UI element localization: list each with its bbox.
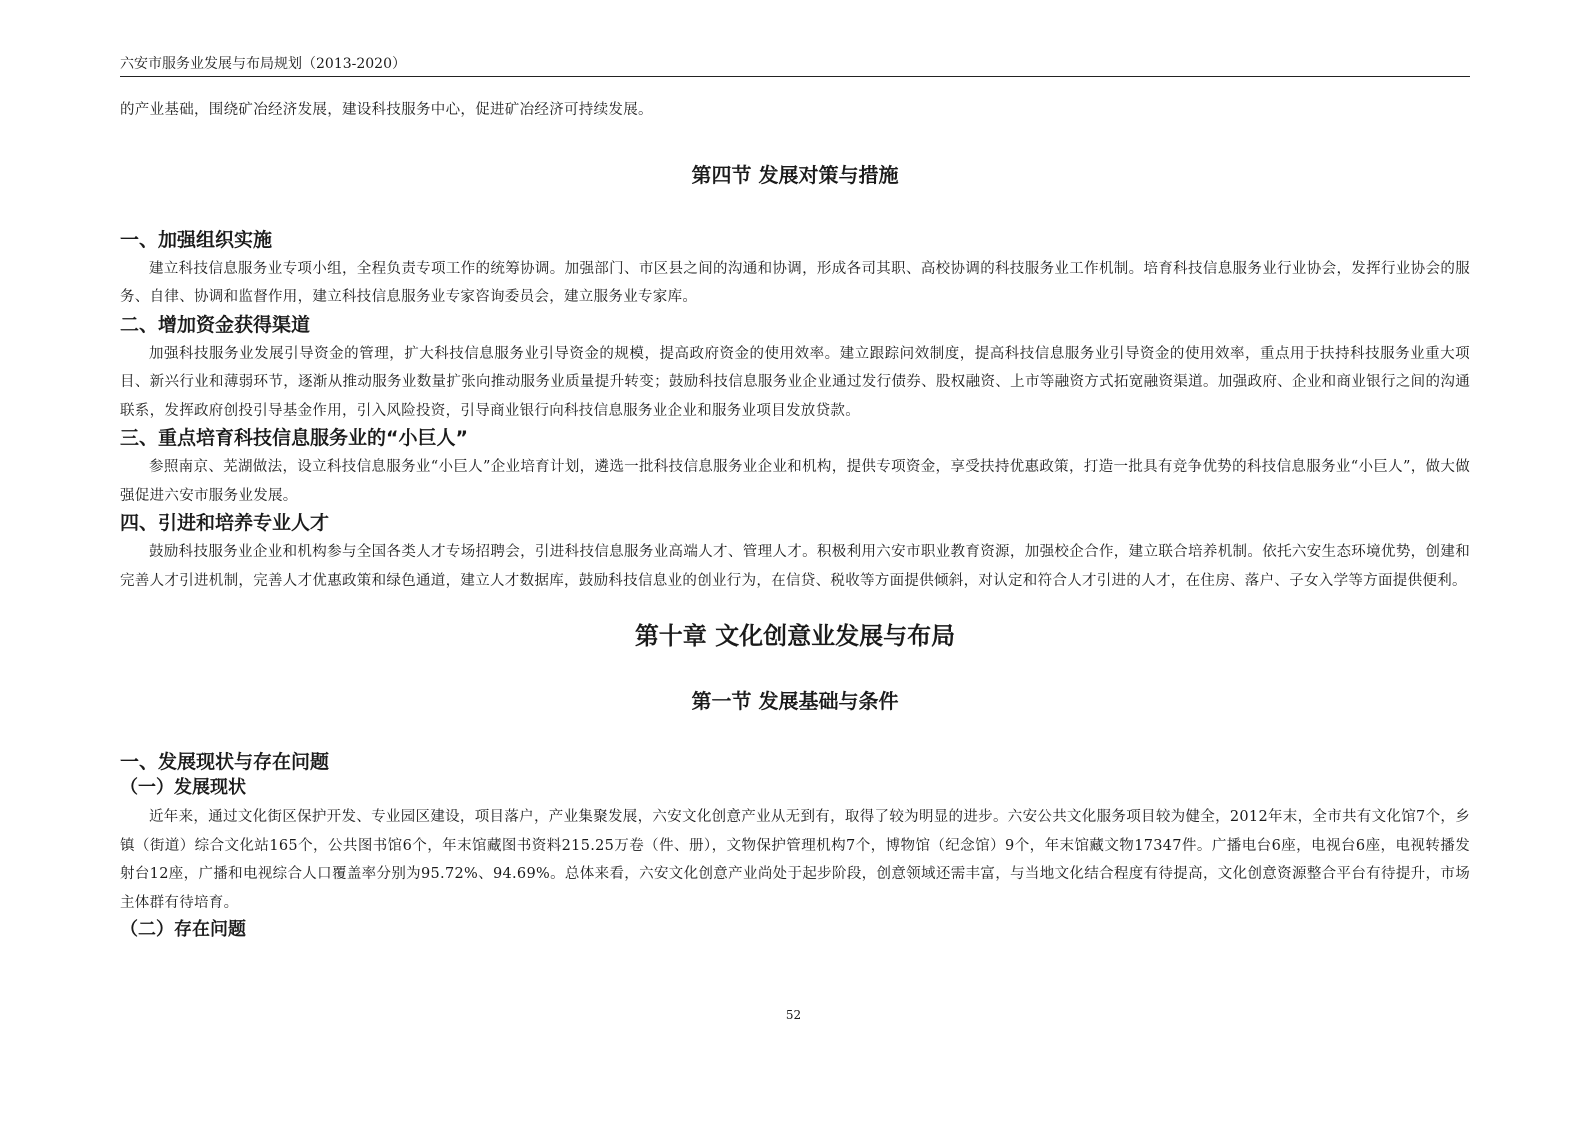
section4-heading-2: 二、增加资金获得渠道 [120,313,311,336]
chapter10-sub1-heading: 一、发展现状与存在问题 [120,751,330,773]
section4-heading-4: 四、引进和培养专业人才 [120,512,330,534]
intro-paragraph: 的产业基础，围绕矿冶经济发展，建设科技服务中心，促进矿冶经济可持续发展。 [120,102,653,118]
section4-paragraph-1: 建立科技信息服务业专项小组，全程负责专项工作的统筹协调。加强部门、市区县之间的沟通和协调，形成各司其职、高校协调的科技服务业工作机制。培育科技信息服务业行业协会，发挥行业协会的服务、自律、协调和监督作用，建立科技信息服务业专家咨询委员会，建立服务业专家库。 [120,260,1470,305]
chapter10-section1-title: 第一节 发展基础与条件 [691,689,899,713]
page-header [120,54,1470,77]
header-title: 六安市服务业发展与布局规划（2013-2020） [120,56,406,72]
chapter10-title: 第十章 文化创意业发展与布局 [634,622,956,650]
section4-title: 第四节 发展对策与措施 [691,162,899,187]
section4-heading-1: 一、加强组织实施 [120,228,273,251]
page-body [120,90,1470,943]
section4-heading-3: 三、重点培育科技信息服务业的“小巨人” [120,427,468,449]
section4-paragraph-2: 加强科技服务业发展引导资金的管理，扩大科技信息服务业引导资金的规模，提高政府资金的使用效率。建立跟踪问效制度，提高科技信息服务业引导资金的使用效率，重点用于扶持科技服务业重大项目、新兴行业和薄弱环节，逐渐从推动服务业数量扩张向推动服务业质量提升转变；鼓励科技信息服务业企业通过发行债券、股权融资、上市等融资方式拓宽融资渠道。加强政府、企业和商业银行之间的沟通联系，发挥政府创投引导基金作用，引入风险投资，引导商业银行向科技信息服务业企业和服务业项目发放贷款。 [120,345,1470,419]
section4-paragraph-3: 参照南京、芜湖做法，设立科技信息服务业“小巨人”企业培育计划，遴选一批科技信息服务业企业和机构，提供专项资金，享受扶持优惠政策，打造一批具有竞争优势的科技信息服务业“小巨人”，做大做强促进六安市服务业发展。 [120,459,1470,504]
chapter10-sub1a-paragraph: 近年来，通过文化街区保护开发、专业园区建设，项目落户，产业集聚发展，六安文化创意产业从无到有，取得了较为明显的进步。六安公共文化服务项目较为健全，2012年末，全市共有文化馆7个，乡镇（街道）综合文化站165个，公共图书馆6个，年末馆藏图书资料215.25万卷（件、册），文物保护管理机构7个，博物馆（纪念馆）9个，年末馆藏文物17347件。广播电台6座，电视台6座，电视转播发射台12座，广播和电视综合人口覆盖率分别为95.72%、94.69%。总体来看，六安文化创意产业尚处于起步阶段，创意领域还需丰富，与当地文化结合程度有待提高，文化创意资源整合平台有待提升，市场主体群有待培育。 [120,809,1470,911]
chapter10-sub1a-heading: （一）发展现状 [120,777,246,798]
chapter10-sub1b-heading: （二）存在问题 [120,919,246,940]
page-number: 52 [785,1008,802,1022]
section4-paragraph-4: 鼓励科技服务业企业和机构参与全国各类人才专场招聘会，引进科技信息服务业高端人才、管理人才。积极利用六安市职业教育资源，加强校企合作，建立联合培养机制。依托六安生态环境优势，创建和完善人才引进机制，完善人才优惠政策和绿色通道，建立人才数据库，鼓励科技信息业的创业行为，在信贷、税收等方面提供倾斜，对认定和符合人才引进的人才，在住房、落户、子女入学等方面提供便利。 [120,544,1470,589]
